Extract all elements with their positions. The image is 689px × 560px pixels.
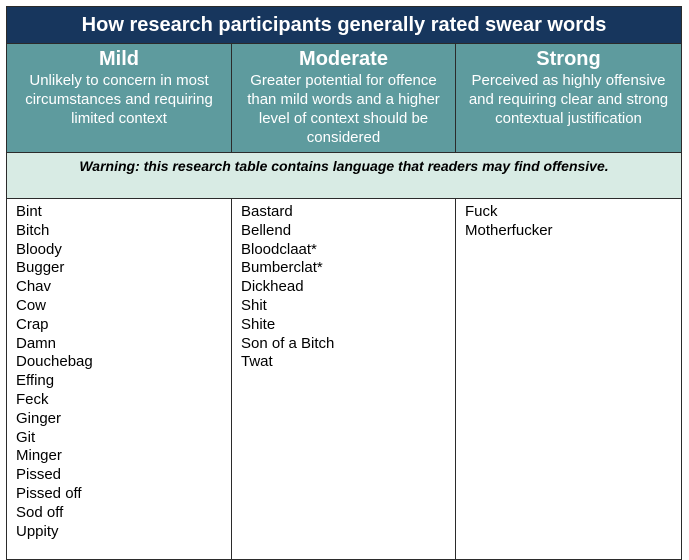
word-item: Dickhead	[241, 278, 304, 296]
header-row	[7, 44, 682, 153]
word-item: Twat	[241, 353, 273, 371]
word-list-moderate	[241, 203, 455, 372]
level-description: Perceived as highly offensive and requiring clear and strong contextual justification	[468, 72, 669, 127]
word-item: Son of a Bitch	[241, 334, 335, 352]
level-label: Moderate	[299, 48, 388, 70]
word-item: Shite	[241, 315, 276, 333]
word-item: Sod off	[16, 503, 64, 521]
word-item: Effing	[16, 372, 55, 390]
swear-words-table	[6, 6, 682, 560]
word-item: Bugger	[16, 259, 65, 277]
word-item: Feck	[16, 390, 49, 408]
strong-words-cell	[456, 199, 682, 560]
word-item: Crap	[16, 315, 49, 333]
word-item: Pissed	[16, 466, 62, 484]
word-item: Git	[16, 428, 36, 446]
word-item: Bastard	[241, 203, 293, 220]
words-row	[7, 199, 682, 560]
word-item: Chav	[16, 278, 52, 296]
word-item: Bint	[16, 203, 42, 220]
column-header-moderate	[232, 44, 456, 153]
level-description: Greater potential for offence than mild words and a higher level of context should be considered	[247, 72, 440, 146]
word-item: Bloodclaat*	[241, 240, 317, 258]
word-item: Shit	[241, 296, 267, 314]
word-list-strong	[465, 203, 681, 241]
word-item: Fuck	[465, 203, 498, 220]
word-item: Cow	[16, 296, 47, 314]
level-label: Strong	[536, 48, 601, 70]
word-item: Minger	[16, 447, 62, 465]
column-header-mild	[7, 44, 232, 153]
column-header-strong	[456, 44, 682, 153]
word-item: Uppity	[16, 522, 59, 540]
word-item: Bitch	[16, 221, 50, 239]
word-item: Bloody	[16, 240, 62, 258]
ratings-table-container	[6, 6, 681, 560]
word-item: Bumberclat*	[241, 259, 323, 277]
word-item: Motherfucker	[465, 221, 553, 239]
mild-words-cell	[7, 199, 232, 560]
title-row	[7, 7, 682, 44]
table-title: How research participants generally rated swear words	[7, 7, 682, 44]
level-label: Mild	[99, 48, 139, 70]
word-list-mild	[16, 203, 231, 541]
warning-row	[7, 153, 682, 199]
word-item: Pissed off	[16, 484, 82, 502]
word-item: Bellend	[241, 221, 292, 239]
word-item: Ginger	[16, 409, 62, 427]
word-item: Damn	[16, 334, 57, 352]
content-warning: Warning: this research table contains language that readers may find offensive.	[7, 153, 682, 199]
level-description: Unlikely to concern in most circumstances and requiring limited context	[25, 72, 213, 127]
word-item: Douchebag	[16, 353, 93, 371]
moderate-words-cell	[232, 199, 456, 560]
